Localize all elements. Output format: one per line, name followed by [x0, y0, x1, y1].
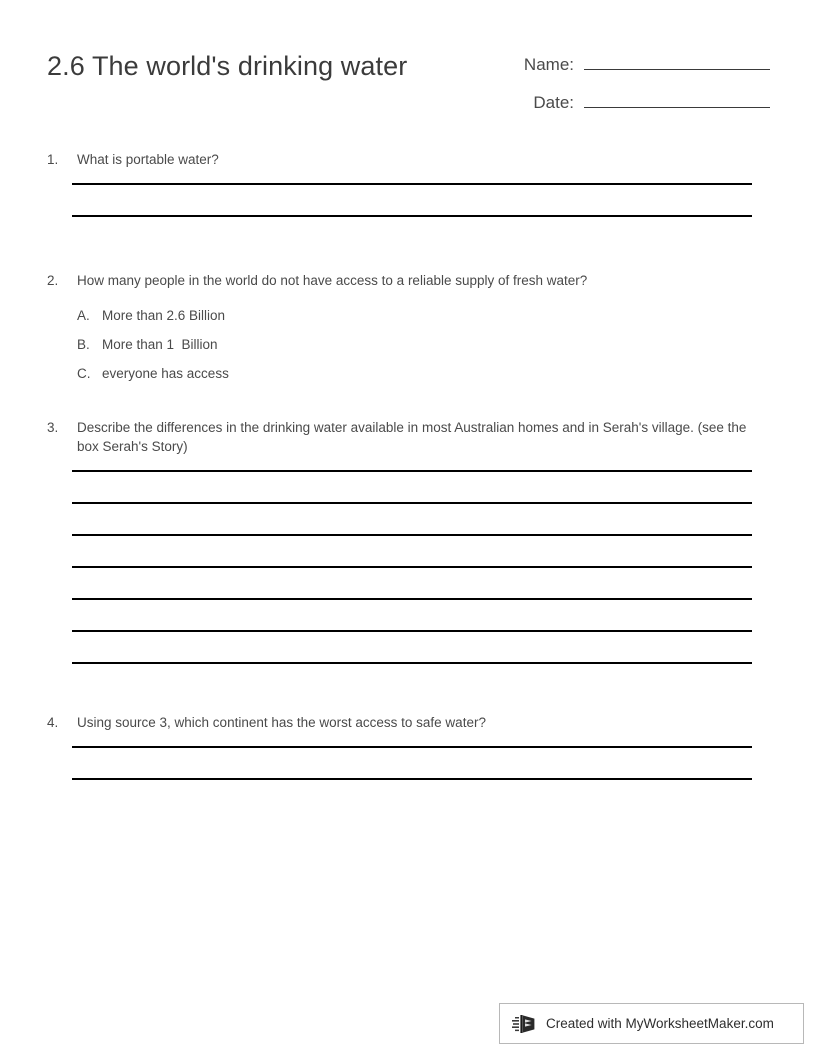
name-date-block — [440, 48, 770, 124]
worksheet-maker-badge[interactable] — [499, 1003, 804, 1044]
choice-letter: C. — [77, 366, 91, 381]
date-label: Date: — [533, 93, 574, 112]
question-number: 4. — [47, 715, 59, 730]
answer-line[interactable] — [72, 215, 752, 217]
answer-line[interactable] — [72, 598, 752, 600]
name-field-row — [440, 48, 770, 86]
question-row — [0, 713, 816, 732]
answer-line[interactable] — [72, 746, 752, 748]
question-row — [0, 150, 816, 169]
date-field-row — [440, 86, 770, 124]
date-input-line[interactable] — [584, 86, 770, 108]
answer-lines — [0, 169, 816, 217]
question-block — [0, 418, 816, 664]
question-number: 2. — [47, 273, 59, 288]
page-title: 2.6 The world's drinking water — [47, 51, 408, 81]
answer-line[interactable] — [72, 470, 752, 472]
worksheet-maker-logo-icon — [512, 1013, 538, 1035]
answer-line[interactable] — [72, 502, 752, 504]
question-text: Using source 3, which continent has the worst access to safe water? — [77, 715, 486, 730]
question-block — [0, 713, 816, 780]
question-row — [0, 418, 816, 456]
question-spacer — [0, 247, 816, 271]
question-number: 1. — [47, 152, 59, 167]
name-label: Name: — [523, 55, 574, 74]
name-input-line[interactable] — [584, 48, 770, 70]
questions-list — [0, 150, 816, 810]
answer-line[interactable] — [72, 662, 752, 664]
answer-line[interactable] — [72, 183, 752, 185]
question-number: 3. — [47, 420, 59, 435]
choice-option[interactable] — [77, 306, 816, 335]
worksheet-maker-badge-text: Created with MyWorksheetMaker.com — [546, 1015, 774, 1031]
choice-option[interactable] — [77, 335, 816, 364]
choice-option[interactable] — [77, 364, 816, 393]
question-spacer — [0, 393, 816, 418]
question-spacer — [0, 694, 816, 713]
answer-lines — [0, 732, 816, 780]
choice-text: More than 2.6 Billion — [102, 308, 226, 323]
choice-text: More than 1 Billion — [102, 337, 218, 352]
question-text: Describe the differences in the drinking water available in most Australian homes and in Serah's village. (see the box Serah's Story) — [77, 420, 747, 454]
answer-line[interactable] — [72, 778, 752, 780]
question-block — [0, 150, 816, 217]
choice-text: everyone has access — [102, 366, 229, 381]
worksheet-header — [0, 0, 816, 150]
question-row — [0, 271, 816, 290]
question-text: What is portable water? — [77, 152, 219, 167]
choice-letter: B. — [77, 337, 90, 352]
choice-letter: A. — [77, 308, 90, 323]
answer-line[interactable] — [72, 630, 752, 632]
question-text: How many people in the world do not have access to a reliable supply of fresh water? — [77, 273, 588, 288]
answer-line[interactable] — [72, 566, 752, 568]
choice-list — [0, 290, 816, 393]
question-block — [0, 271, 816, 393]
answer-line[interactable] — [72, 534, 752, 536]
answer-lines — [0, 456, 816, 664]
